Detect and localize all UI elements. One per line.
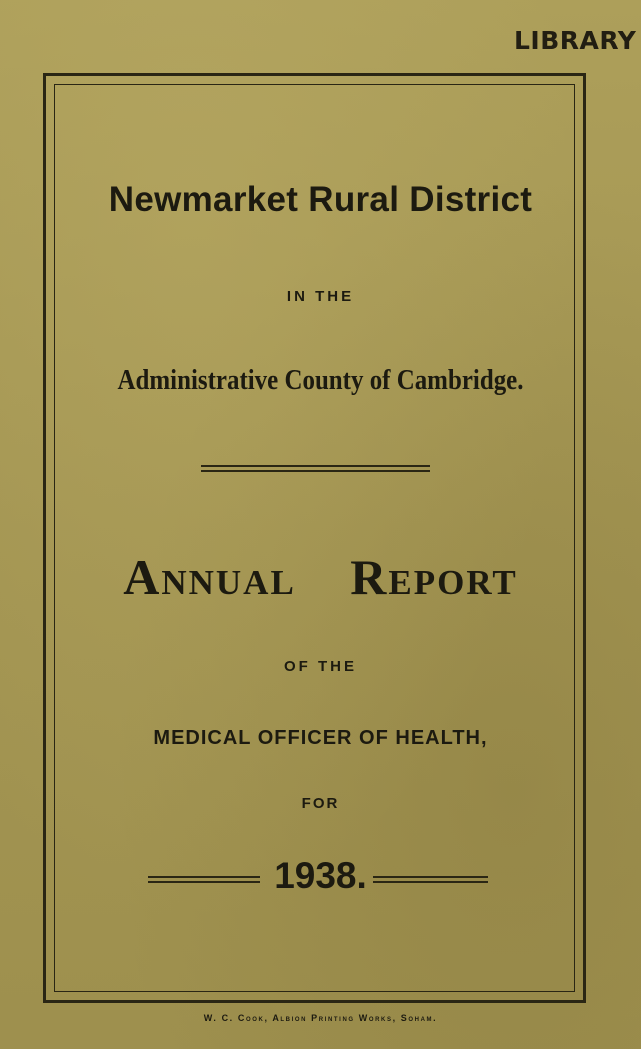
library-stamp: LIBRARY xyxy=(514,26,637,55)
in-the-text: IN THE xyxy=(286,288,355,305)
year-row xyxy=(0,855,641,905)
report-year: 1938. xyxy=(274,855,367,896)
of-the-text: OF THE xyxy=(284,658,357,675)
divider-rule xyxy=(201,465,430,472)
year-rule-right xyxy=(373,876,488,883)
officer-title: MEDICAL OFFICER OF HEALTH, xyxy=(153,727,488,749)
district-title: Newmarket Rural District xyxy=(108,180,533,219)
for-text: FOR xyxy=(301,795,340,812)
printer-imprint: W. C. Cook, Albion Printing Works, Soham. xyxy=(203,1013,438,1023)
county-title: Administrative County of Cambridge. xyxy=(117,364,524,396)
report-title: Annual Report xyxy=(123,549,518,605)
